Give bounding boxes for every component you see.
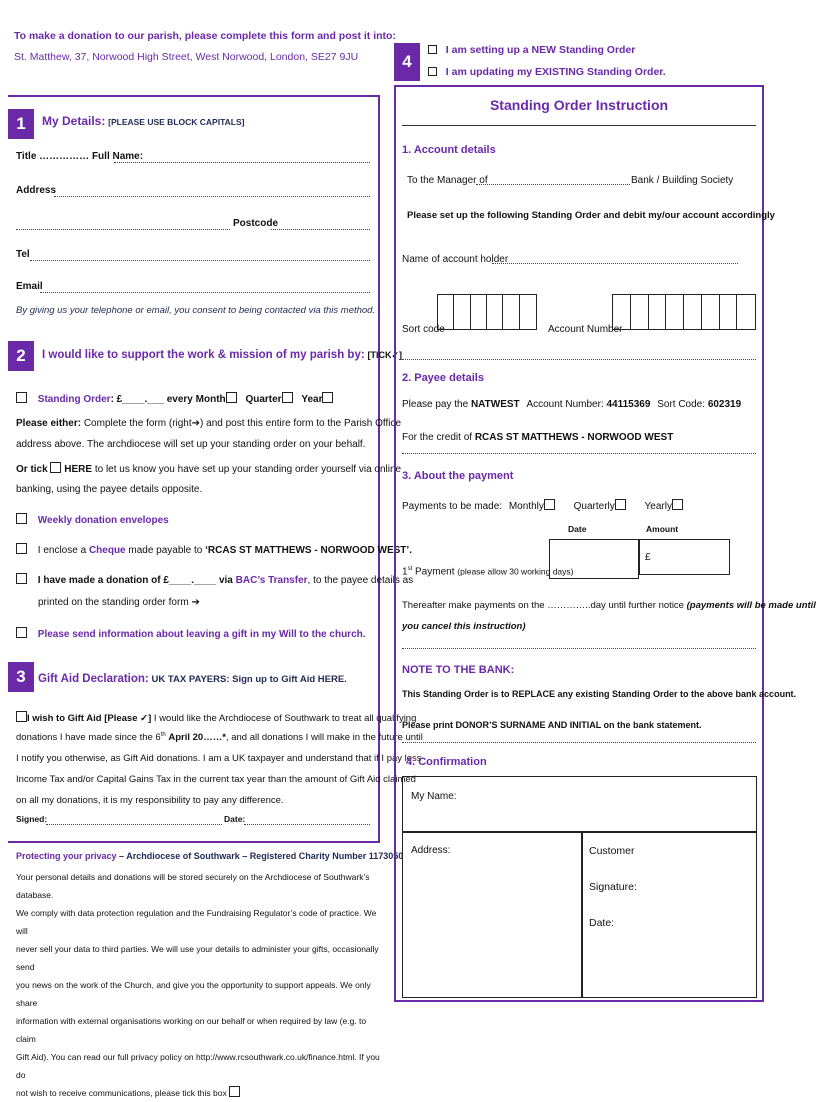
thereafter-line: Thereafter make payments on the …………..day until further notice (payments will be made until (402, 600, 816, 611)
arrow-right-icon: ➔ (191, 597, 200, 608)
amount-column-label: Amount (646, 524, 679, 534)
bank-name-field[interactable] (476, 184, 630, 185)
section-3-title: Gift Aid Declaration: UK TAX PAYERS: Sign up to Gift Aid HERE. (38, 673, 347, 685)
section-4-number: 4 (394, 43, 420, 81)
address-field[interactable] (54, 196, 370, 197)
online-banking-line: banking, using the payee details opposite. (16, 484, 203, 495)
email-field[interactable] (40, 292, 370, 293)
will-row: Please send information about leaving a gift in my Will to the church. (16, 627, 366, 640)
section-1-number: 1 (8, 109, 34, 139)
account-number-boxes[interactable] (612, 294, 756, 330)
privacy-line: you news on the work of the Church, and give you the opportunity to support appeals. We only share (16, 980, 371, 1008)
address-box-label: Address: (411, 845, 451, 856)
bacs-checkbox[interactable] (16, 573, 27, 584)
privacy-divider (8, 841, 380, 843)
gift-aid-line-5: on all my donations, it is my responsibility to pay any difference. (16, 795, 284, 806)
consent-note: By giving us your telephone or email, you consent to being contacted via this method. (16, 305, 376, 316)
privacy-body (16, 868, 382, 1102)
privacy-last-line: not wish to receive communications, please tick this box (16, 1084, 382, 1102)
my-name-label: My Name: (411, 791, 457, 802)
gift-aid-line-2: donations I have made since the 6th April 20……*, and all donations I will make in the future until (16, 732, 423, 744)
privacy-line: We comply with data protection regulation and the Fundraising Regulator’s code of practice. We will (16, 908, 377, 936)
header-address: St. Matthew, 37, Norwood High Street, West Norwood, London, SE27 9JU (14, 51, 359, 63)
account-number-label: Account Number (548, 324, 623, 335)
signature-box[interactable] (582, 832, 757, 998)
privacy-line: information with external organisations working on our behalf or when required by law (e.g. to claim (16, 1016, 367, 1044)
setup-instruction: Please set up the following Standing Order and debit my/our account accordingly (407, 210, 775, 221)
opt-out-checkbox[interactable] (229, 1086, 240, 1097)
or-tick-line: Or tick HERE to let us know you have set up your standing order yourself via online (16, 464, 402, 475)
postcode-field[interactable] (271, 229, 370, 230)
note-to-bank-header: NOTE TO THE BANK: (402, 664, 515, 676)
signed-label: Signed: (16, 814, 48, 824)
first-payment-label: 1st Payment (please allow 30 working days) (402, 566, 574, 578)
my-name-box[interactable] (402, 776, 757, 832)
about-payment-header: 3. About the payment (402, 470, 514, 482)
weekly-envelopes-row: Weekly donation envelopes (16, 513, 169, 526)
monthly-checkbox[interactable] (544, 499, 555, 510)
title-field-label: Title …………… Full Name: (16, 151, 144, 162)
gift-aid-line-4: Income Tax and/or Capital Gains Tax in the current tax year than the amount of Gift Aid claimed (16, 774, 416, 785)
customer-label: Customer (589, 845, 635, 857)
will-checkbox[interactable] (16, 627, 27, 638)
title-underline (402, 125, 756, 126)
gift-aid-signature-field[interactable] (46, 824, 222, 825)
section-2-number: 2 (8, 341, 34, 371)
new-order-checkbox[interactable] (428, 45, 437, 54)
account-holder-label: Name of account holder (402, 254, 509, 265)
standing-order-checkbox[interactable] (16, 392, 27, 403)
bacs-line-2: printed on the standing order form ➔ (38, 597, 200, 608)
archdiocese-setup-line: address above. The archdiocese will set up your standing order on your behalf. (16, 439, 366, 450)
signature-label: Signature: (589, 881, 637, 893)
email-label: Email (16, 281, 43, 292)
bacs-row: I have made a donation of £____.____ via BAC’s Transfer, to the payee details as (16, 573, 413, 586)
first-payment-amount-box[interactable]: £ (639, 539, 730, 575)
account-details-header: 1. Account details (402, 144, 496, 156)
section-1-title: My Details: [PLEASE USE BLOCK CAPITALS] (42, 114, 245, 128)
divider (402, 742, 756, 743)
please-either-line: Please either: Complete the form (right➔) and post this entire form to the Parish Office (16, 418, 402, 429)
section-3-number: 3 (8, 662, 34, 692)
tel-field[interactable] (30, 260, 370, 261)
payee-details-header: 2. Payee details (402, 372, 484, 384)
bank-label: Bank / Building Society (631, 175, 734, 186)
quarterly-checkbox[interactable] (615, 499, 626, 510)
weekly-envelopes-checkbox[interactable] (16, 513, 27, 524)
divider (402, 359, 756, 360)
existing-order-row: I am updating my EXISTING Standing Order. (428, 66, 666, 78)
quarter-checkbox[interactable] (282, 392, 293, 403)
privacy-title: Protecting your privacy – Archdiocese of Southwark – Registered Charity Number 1173050 (16, 851, 404, 861)
gift-aid-line-1: I wish to Gift Aid [Please ✓] I would like the Archdiocese of Southwark to treat all qualifying (16, 711, 416, 724)
gift-aid-date-label: Date: (224, 814, 246, 824)
privacy-line: never sell your data to third parties. We will use your details to administer your gifts, occasionally send (16, 944, 379, 972)
fullname-field[interactable] (114, 162, 370, 163)
standing-order-title: Standing Order Instruction (489, 97, 669, 113)
date-column-label: Date (568, 524, 587, 534)
address-label: Address (16, 185, 57, 196)
note-print-name: Please print DONOR’S SURNAME AND INITIAL on the bank statement. (402, 720, 702, 730)
sort-code-label: Sort code (402, 324, 445, 335)
confirmation-header: 4. Confirmation (406, 756, 487, 768)
section-2-title: I would like to support the work & mission of my parish by: [TICK✓] (42, 349, 403, 361)
cheque-row: I enclose a Cheque made payable to ‘RCAS ST MATTHEWS - NORWOOD WEST’. (16, 543, 412, 556)
yearly-checkbox[interactable] (672, 499, 683, 510)
privacy-line: Gift Aid). You can read our full privacy policy on http://www.rcsouthwark.co.uk/finance.html. If you do (16, 1052, 380, 1080)
thereafter-line-2: you cancel this instruction) (402, 621, 526, 632)
confirmation-date-label: Date: (589, 917, 615, 929)
existing-order-checkbox[interactable] (428, 67, 437, 76)
postcode-label: Postcode (233, 218, 279, 229)
tel-label: Tel (16, 249, 30, 260)
gift-aid-line-3: I notify you otherwise, as Gift Aid donations. I am a UK taxpayer and understand that if I pay less (16, 753, 422, 764)
payee-bank-line: Please pay the NATWEST Account Number: 44115369 Sort Code: 602319 (402, 399, 742, 410)
arrow-right-icon: ➔ (191, 418, 201, 429)
note-replace: This Standing Order is to REPLACE any existing Standing Order to the above bank account. (402, 689, 797, 699)
self-setup-checkbox[interactable] (50, 462, 61, 473)
address-box[interactable] (402, 832, 582, 998)
left-panel-top (8, 95, 380, 97)
credit-line: For the credit of RCAS ST MATTHEWS - NORWOOD WEST (402, 432, 674, 443)
new-order-row: I am setting up a NEW Standing Order (428, 44, 635, 56)
frequency-row: Payments to be made: Monthly Quarterly Yearly (402, 499, 683, 512)
header-line1: To make a donation to our parish, please complete this form and post it into: (14, 30, 396, 42)
divider (402, 453, 756, 454)
account-holder-field[interactable] (492, 263, 738, 264)
divider (402, 648, 756, 649)
manager-line: To the Manager of (407, 175, 488, 186)
cheque-checkbox[interactable] (16, 543, 27, 554)
sort-code-boxes[interactable] (437, 294, 537, 330)
privacy-line: Your personal details and donations will be stored securely on the Archdiocese of Southwark’s database. (16, 872, 370, 900)
year-checkbox[interactable] (322, 392, 333, 403)
standing-order-row: Standing Order: £____.___ every Month Quarter Year (16, 392, 333, 405)
month-checkbox[interactable] (226, 392, 237, 403)
address-field-2[interactable] (16, 229, 230, 230)
gift-aid-checkbox[interactable] (16, 711, 27, 722)
gift-aid-date-field[interactable] (244, 824, 370, 825)
